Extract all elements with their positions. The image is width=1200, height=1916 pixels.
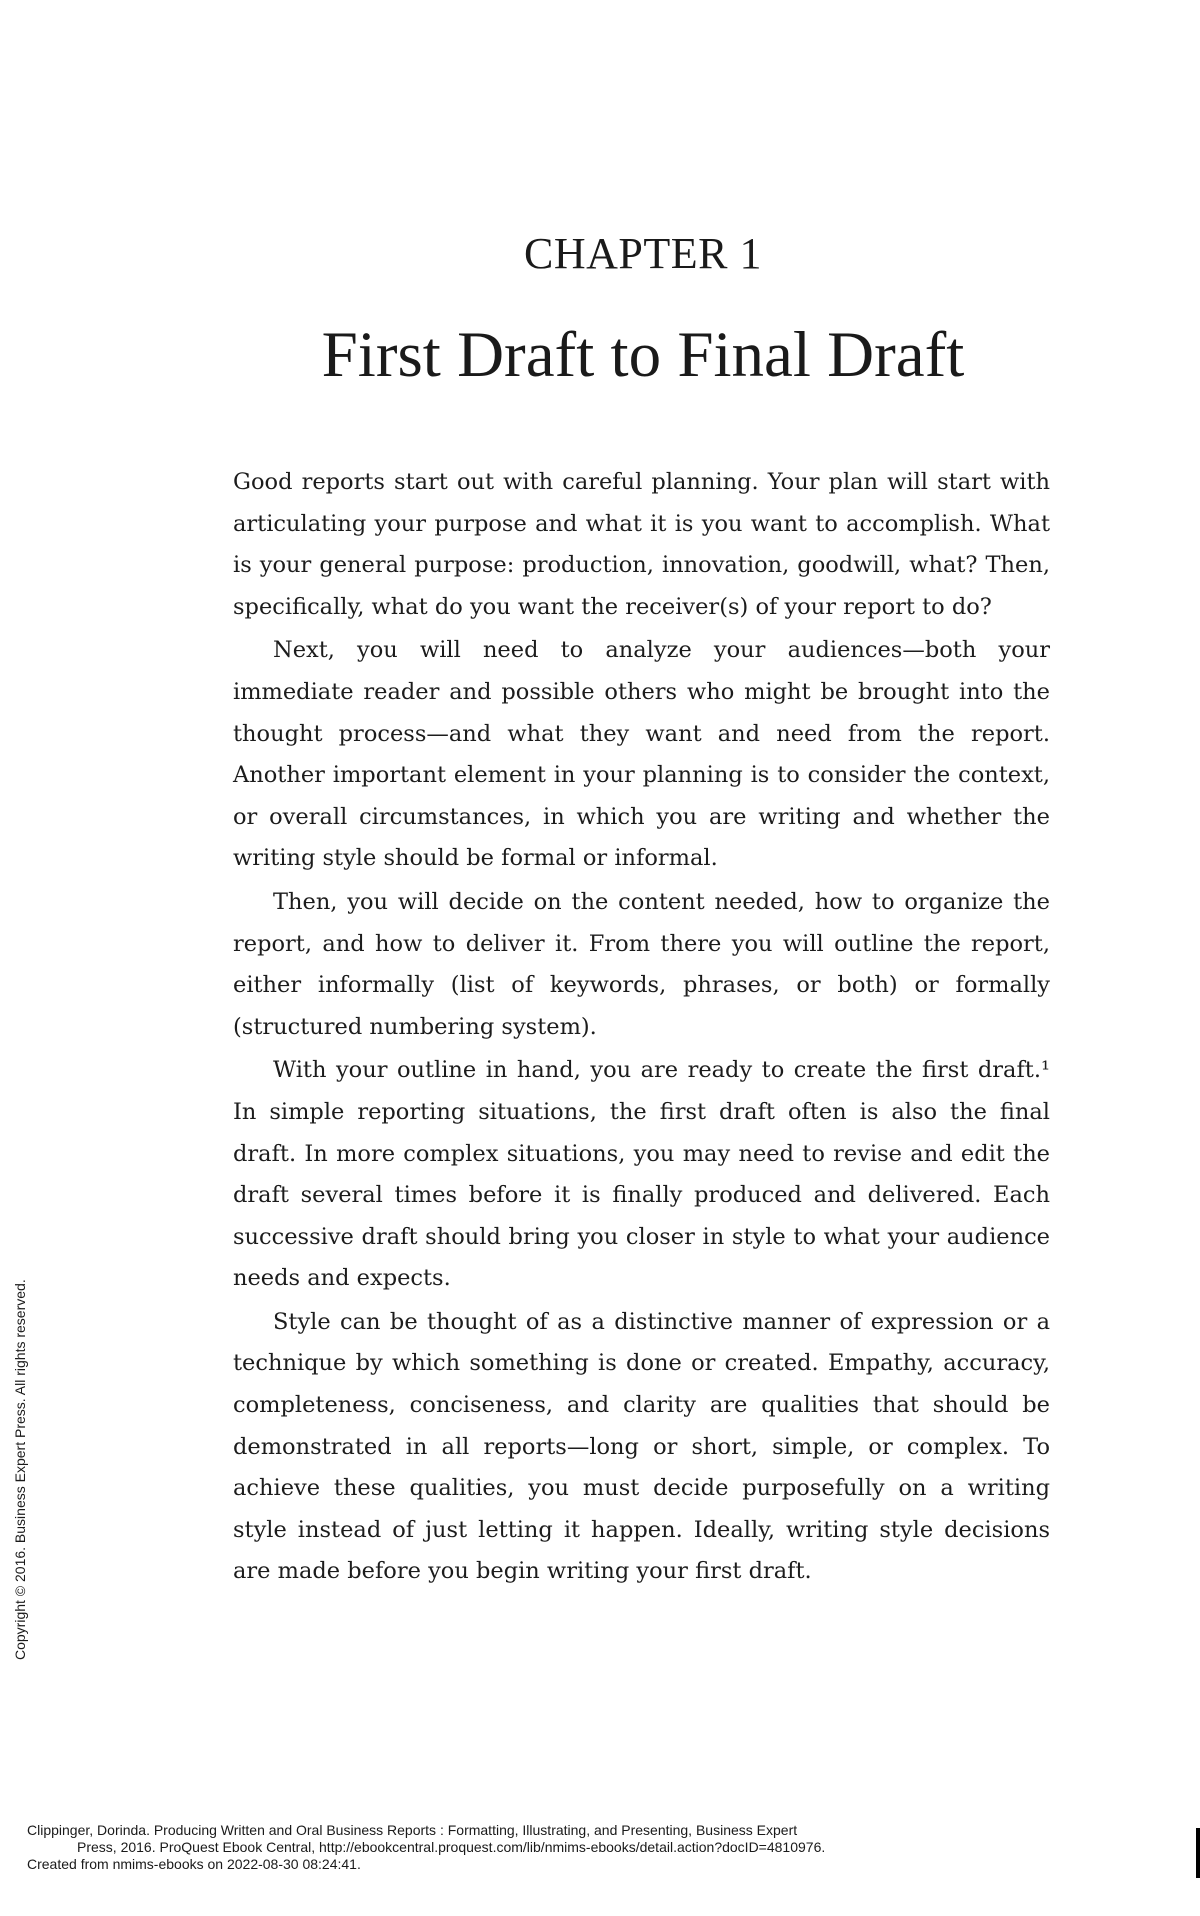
citation-line-2: Press, 2016. ProQuest Ebook Central, http://ebookcentral.proquest.com/lib/nmims-ebooks/detail.action?docID=4810976. [77, 1839, 826, 1855]
chapter-title: First Draft to Final Draft [321, 319, 965, 391]
paragraph-4: With your outline in hand, you are ready to create the first draft.¹ In simple reporting situations, the first draft often is also the final draft. In more complex situations, you may need to revise and edit the draft several times before it is finally produced and delivered. Each successive draft should bring you closer in style to what your audience needs and expects. [233, 1057, 1050, 1292]
paragraph-1: Good reports start out with careful planning. Your plan will start with articulating your purpose and what it is you want to accomplish. What is your general purpose: production, innovation, goodwill, what? Then, specifically, what do you want the receiver(s) of your report to do? [233, 469, 1050, 620]
citation-line-3: Created from nmims-ebooks on 2022-08-30 08:24:41. [27, 1856, 361, 1872]
chapter-label: CHAPTER 1 [524, 229, 762, 278]
citation-line-1: Clippinger, Dorinda. Producing Written and Oral Business Reports : Formatting, Illustrating, and Presenting, Business Expert [27, 1822, 798, 1838]
citation-footer [27, 1822, 1147, 1873]
paragraph-2: Next, you will need to analyze your audiences—both your immediate reader and possible others who might be brought into the thought process—and what they want and need from the report. Another important element in your planning is to consider the context, or overall circumstances, in which you are writing and whether the writing style should be formal or informal. [233, 637, 1050, 872]
copyright-notice: Copyright © 2016. Business Expert Press. All rights reserved. [12, 1279, 28, 1660]
chapter-body [233, 462, 1050, 1595]
paragraph-5: Style can be thought of as a distinctive manner of expression or a technique by which something is done or created. Empathy, accuracy, completeness, conciseness, and clarity are qualities that should be demonstrated in all reports—long or short, simple, or complex. To achieve these qualities, you must decide purposefully on a writing style instead of just letting it happen. Ideally, writing style decisions are made before you begin writing your first draft. [233, 1308, 1050, 1585]
page-edge-mark [1196, 1828, 1200, 1878]
paragraph-3: Then, you will decide on the content needed, how to organize the report, and how to deliver it. From there you will outline the report, either informally (list of keywords, phrases, or both) or formally (structured numbering system). [233, 888, 1050, 1040]
